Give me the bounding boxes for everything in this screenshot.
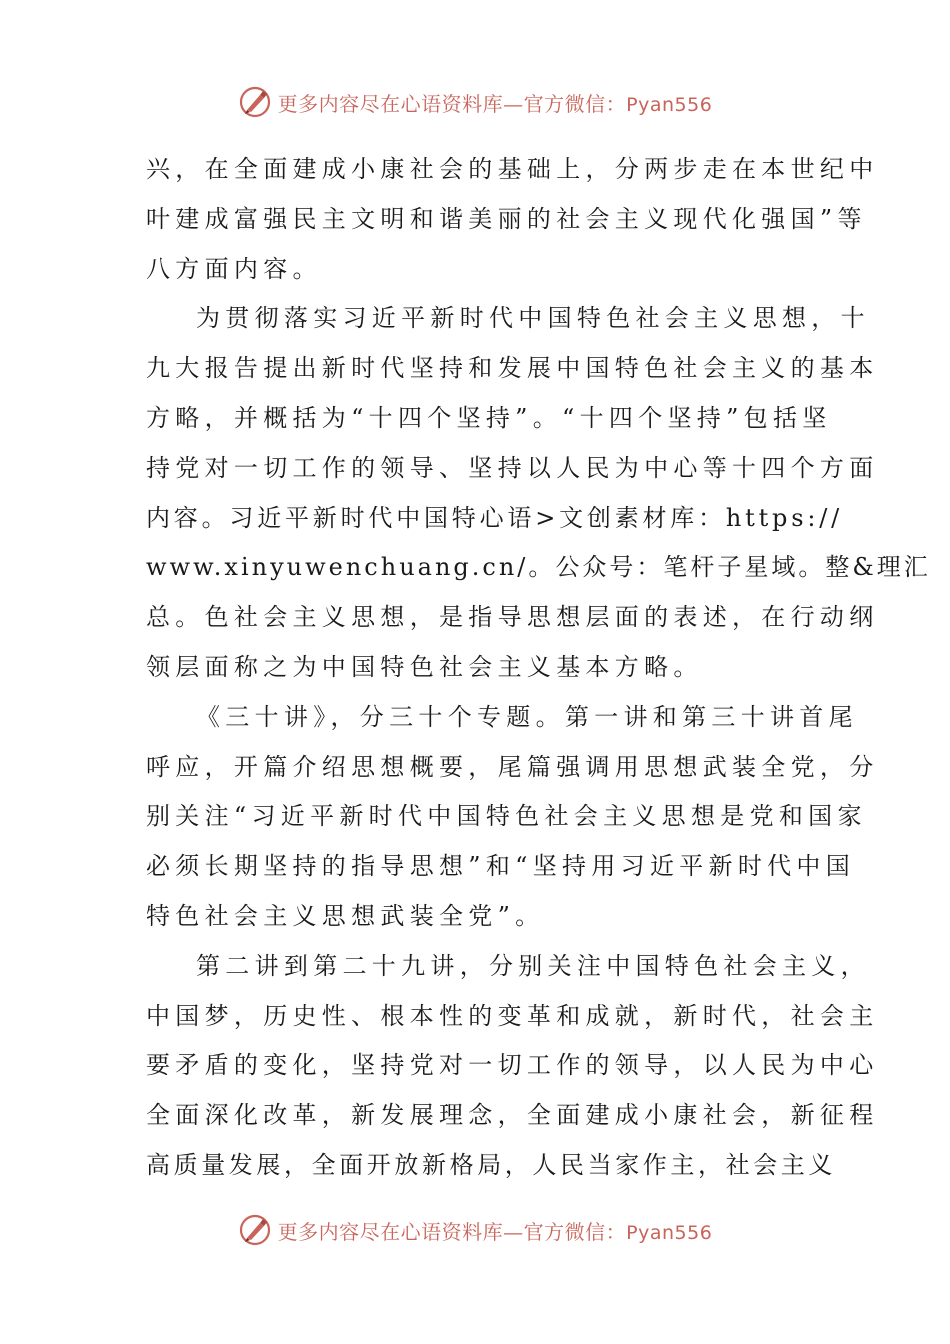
text-line: 叶建成富强民主文明和谐美丽的社会主义现代化强国”等 (146, 204, 867, 233)
text-line: 持党对一切工作的领导、坚持以人民为中心等十四个方面 (146, 453, 879, 482)
banner-cn-text: 更多内容尽在心语资料库—官方微信： (277, 91, 627, 116)
banner-text (278, 88, 713, 117)
text-line: 中国梦，历史性、根本性的变革和成就，新时代，社会主 (146, 1001, 879, 1030)
text-line: 别关注“习近平新时代中国特色社会主义思想是党和国家 (146, 802, 867, 831)
text-line: 第二讲到第二十九讲，分别关注中国特色社会主义， (196, 951, 870, 980)
paragraph (146, 693, 879, 942)
text-line: 为贯彻落实习近平新时代中国特色社会主义思想，十 (196, 304, 870, 333)
text-line: 总。色社会主义思想，是指导思想层面的表述，在行动纲 (146, 603, 879, 632)
text-line: 八方面内容。 (146, 254, 322, 283)
text-line: 九大报告提出新时代坚持和发展中国特色社会主义的基本 (146, 354, 879, 383)
paragraph (146, 942, 879, 1191)
text-line: 内容。习近平新时代中国特心语>文创素材库：https:// (146, 503, 843, 532)
banner-wechat-id: Pyan556 (626, 93, 713, 116)
text-line: 特色社会主义思想武装全党”。 (146, 901, 545, 930)
banner-cn-text: 更多内容尽在心语资料库—官方微信： (277, 1219, 627, 1244)
text-line: 兴，在全面建成小康社会的基础上，分两步走在本世纪中 (146, 155, 879, 183)
text-line: 高质量发展，全面开放新格局，人民当家作主，社会主义 (146, 1150, 836, 1179)
text-line: 要矛盾的变化，坚持党对一切工作的领导，以人民为中心 (146, 1051, 879, 1080)
text-line: 呼应，开篇介绍思想概要，尾篇强调用思想武装全党，分 (146, 752, 879, 781)
text-line: 全面深化改革，新发展理念，全面建成小康社会，新征程 (146, 1101, 879, 1130)
paragraph (146, 145, 879, 294)
text-line: 领层面称之为中国特色社会主义基本方略。 (146, 652, 703, 681)
banner-wechat-id: Pyan556 (626, 1221, 713, 1244)
banner-text (278, 1216, 713, 1245)
text-line: 方略，并概括为“十四个坚持”。“十四个坚持”包括坚 (146, 403, 832, 432)
text-line: 必须长期坚持的指导思想”和“坚持用习近平新时代中国 (146, 852, 856, 881)
paragraph (146, 294, 931, 692)
header-banner (0, 82, 950, 122)
text-line: 《三十讲》，分三十个专题。第一讲和第三十讲首尾 (196, 702, 858, 731)
document-body (146, 145, 931, 1191)
pen-logo-icon (238, 85, 272, 119)
footer-banner (0, 1210, 950, 1250)
text-line: www.xinyuwenchuang.cn/。公众号：笔杆子星域。整&理汇 (146, 553, 931, 582)
pen-logo-icon (238, 1213, 272, 1247)
